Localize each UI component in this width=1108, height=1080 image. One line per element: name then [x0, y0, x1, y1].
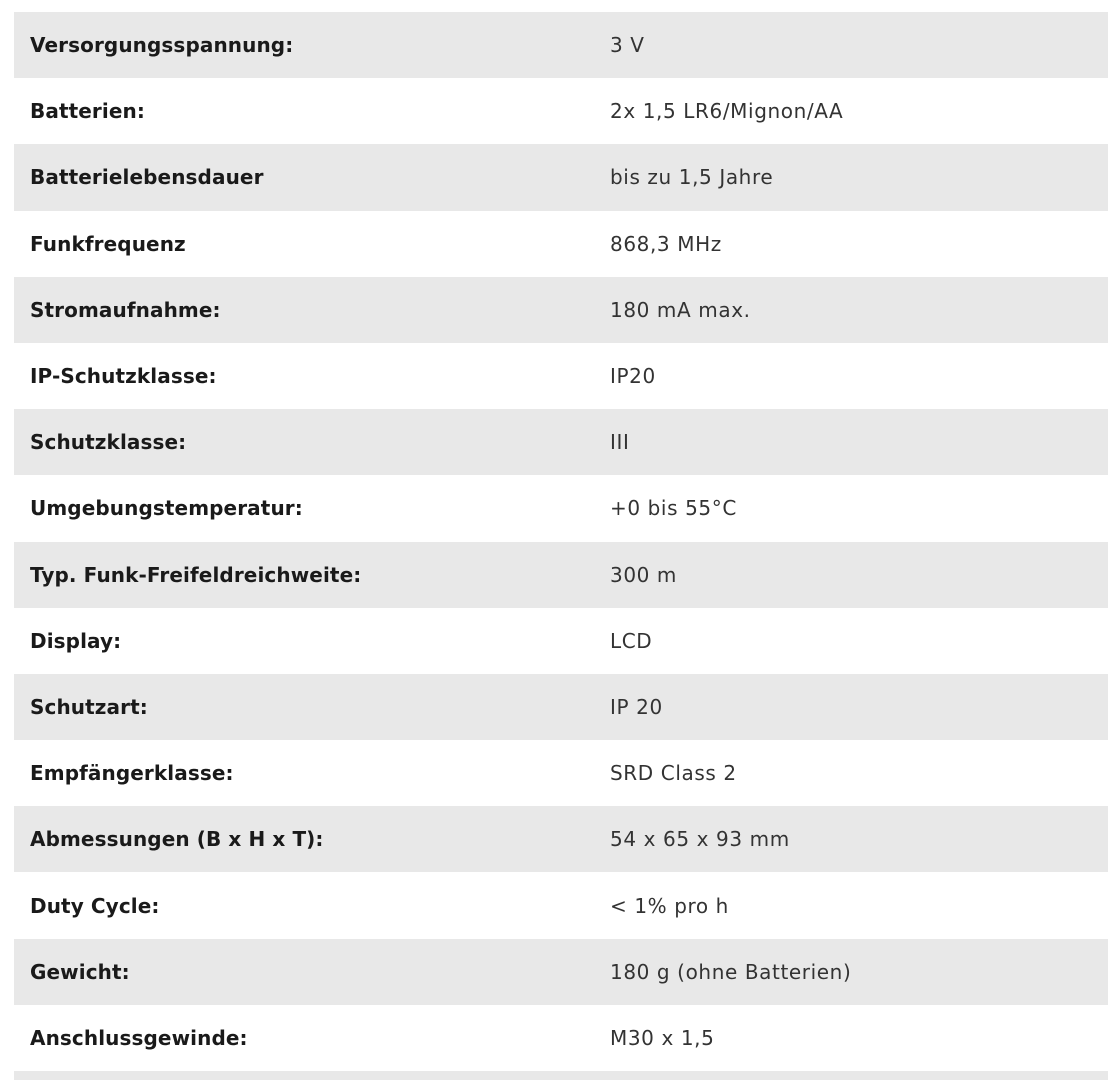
- spec-value: IP20: [610, 364, 656, 389]
- table-bottom-divider: [14, 1071, 1108, 1080]
- spec-row: [14, 12, 1108, 78]
- spec-table: [14, 12, 1108, 1071]
- spec-value: < 1% pro h: [610, 893, 729, 918]
- spec-value: 868,3 MHz: [610, 231, 722, 256]
- spec-row: [14, 211, 1108, 277]
- spec-row: [14, 144, 1108, 210]
- spec-value: 54 x 65 x 93 mm: [610, 827, 790, 852]
- spec-value: bis zu 1,5 Jahre: [610, 165, 774, 190]
- spec-row: [14, 409, 1108, 475]
- spec-value: SRD Class 2: [610, 761, 737, 786]
- spec-row: [14, 608, 1108, 674]
- spec-label: Umgebungstemperatur:: [30, 496, 303, 521]
- spec-row: [14, 806, 1108, 872]
- spec-row: [14, 475, 1108, 541]
- spec-row: [14, 343, 1108, 409]
- spec-value: LCD: [610, 628, 653, 653]
- spec-label: IP-Schutzklasse:: [30, 364, 217, 389]
- spec-label: Abmessungen (B x H x T):: [30, 827, 324, 852]
- spec-row: [14, 542, 1108, 608]
- spec-label: Duty Cycle:: [30, 893, 160, 918]
- spec-label: Display:: [30, 628, 122, 653]
- spec-value: M30 x 1,5: [610, 1025, 715, 1050]
- spec-row: [14, 939, 1108, 1005]
- spec-label: Stromaufnahme:: [30, 297, 221, 322]
- spec-value: 180 g (ohne Batterien): [610, 959, 852, 984]
- spec-value: 3 V: [610, 33, 645, 58]
- spec-label: Schutzklasse:: [30, 430, 187, 455]
- spec-label: Typ. Funk-Freifeldreichweite:: [30, 562, 362, 587]
- spec-label: Anschlussgewinde:: [30, 1025, 248, 1050]
- spec-value: +0 bis 55°C: [610, 496, 737, 521]
- spec-row: [14, 872, 1108, 938]
- spec-label: Versorgungsspannung:: [30, 33, 294, 58]
- spec-value: 2x 1,5 LR6/Mignon/AA: [610, 99, 844, 124]
- spec-value: IP 20: [610, 694, 663, 719]
- spec-label: Batterien:: [30, 99, 145, 124]
- spec-row: [14, 674, 1108, 740]
- spec-label: Batterielebensdauer: [30, 165, 264, 190]
- spec-value: 300 m: [610, 562, 678, 587]
- spec-label: Gewicht:: [30, 959, 130, 984]
- spec-label: Funkfrequenz: [30, 231, 186, 256]
- spec-label: Empfängerklasse:: [30, 761, 234, 786]
- spec-label: Schutzart:: [30, 694, 148, 719]
- spec-row: [14, 1005, 1108, 1071]
- spec-row: [14, 78, 1108, 144]
- spec-row: [14, 277, 1108, 343]
- spec-value: III: [610, 430, 630, 455]
- spec-value: 180 mA max.: [610, 297, 751, 322]
- spec-row: [14, 740, 1108, 806]
